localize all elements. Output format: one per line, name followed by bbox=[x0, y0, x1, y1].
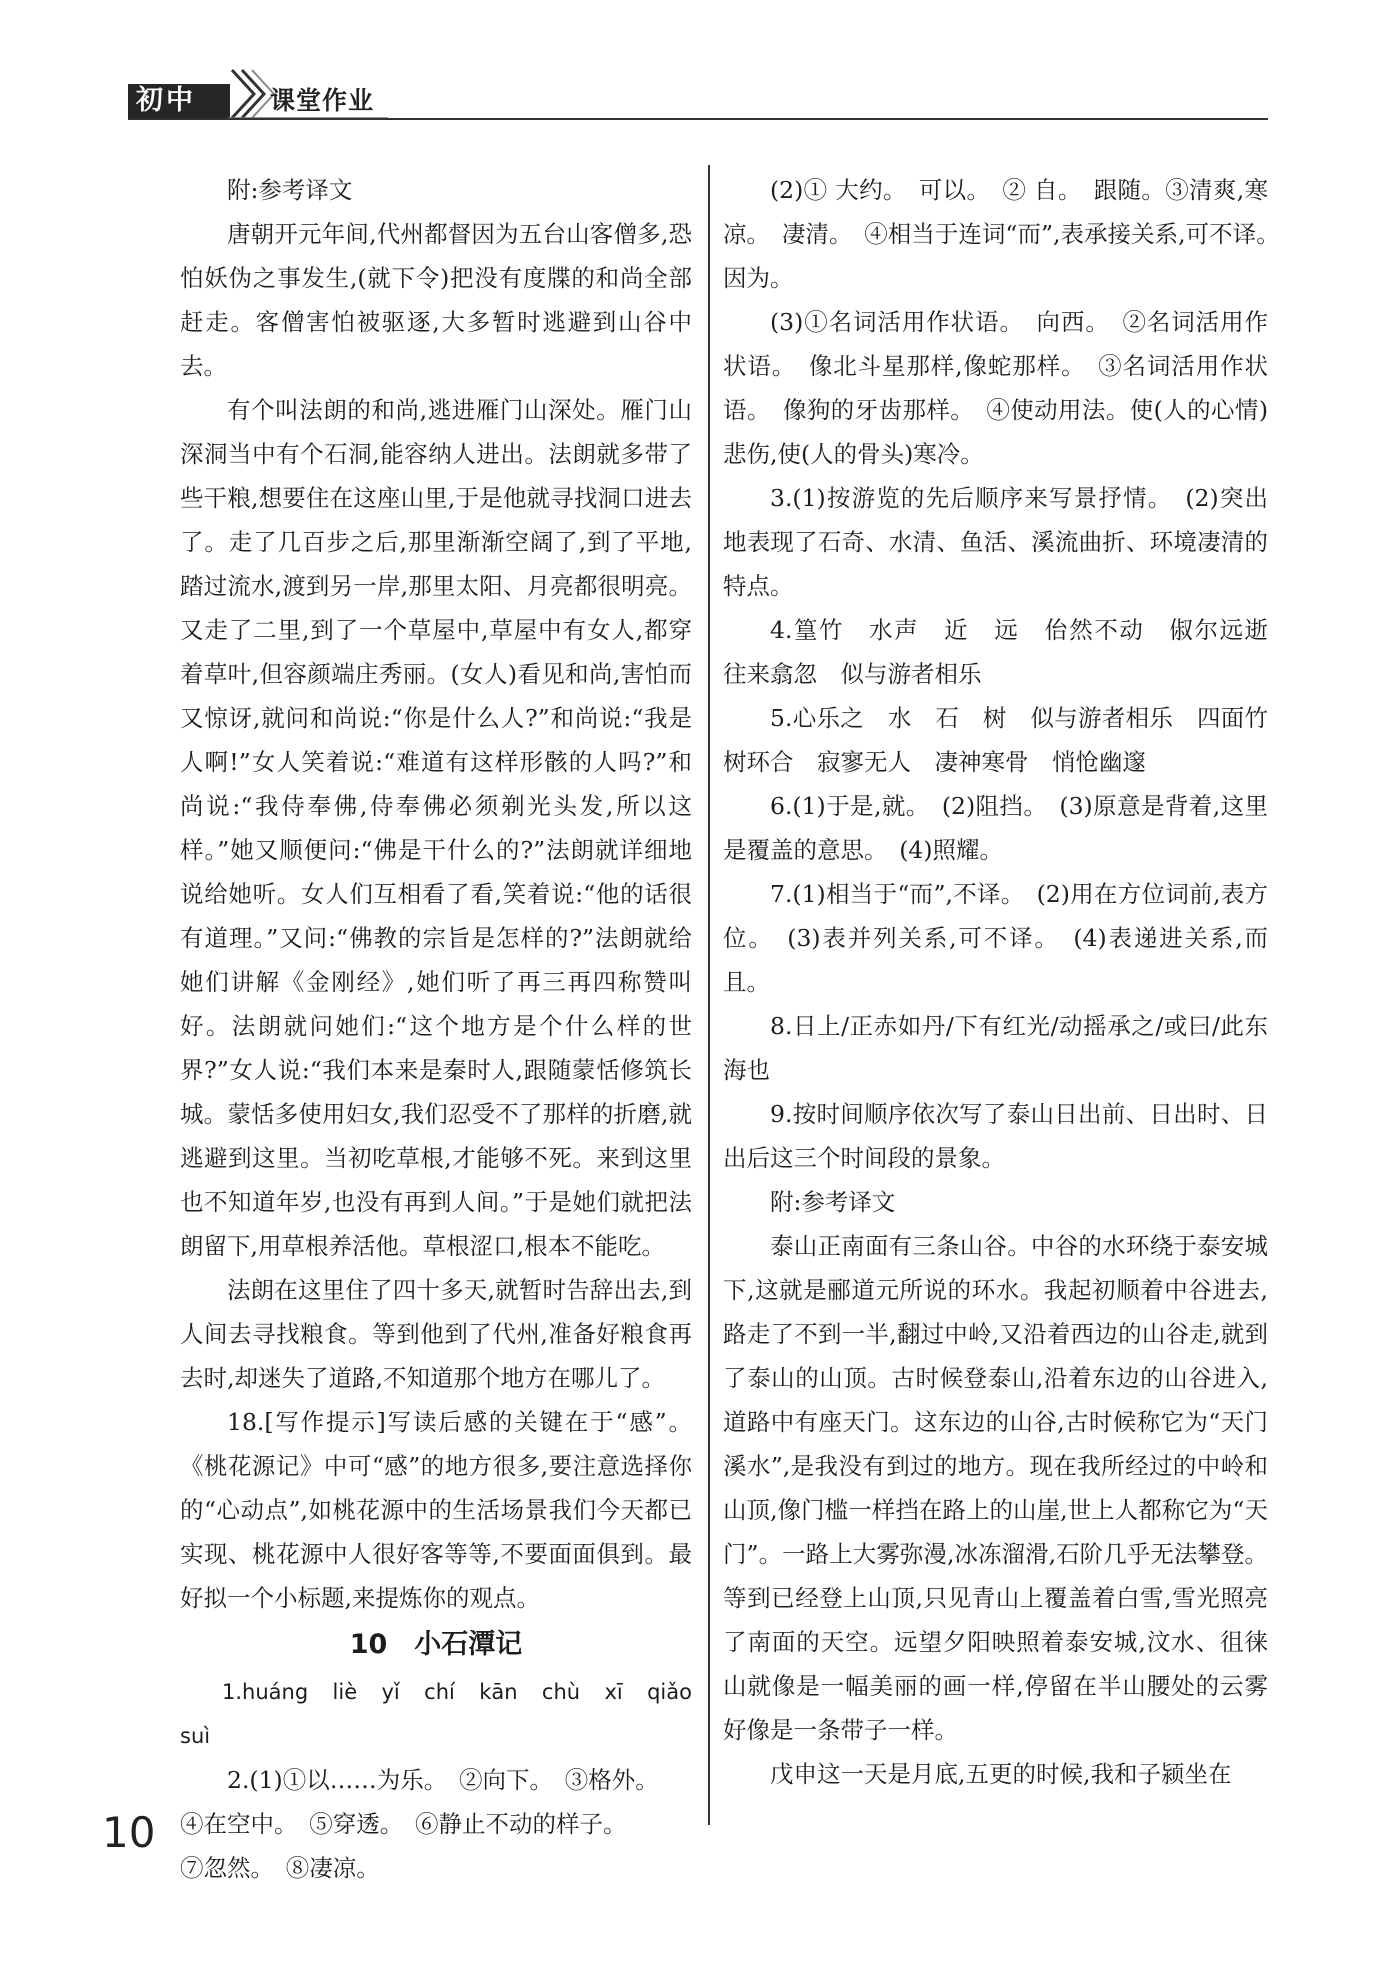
paragraph: 法朗在这里住了四十多天,就暂时告辞出去,到人间去寻找粮食。等到他到了代州,准备好粮食再去时,却迷失了道路,不知道那个地方在哪儿了。 bbox=[180, 1276, 692, 1392]
answer: 6.(1)于是,就。 (2)阻挡。 (3)原意是背着,这里是覆盖的意思。 (4)照耀。 bbox=[723, 792, 1268, 864]
translation-heading: 附:参考译文 bbox=[227, 176, 353, 204]
answer: (2)① 大约。 可以。 ② 自。 跟随。③清爽,寒凉。 凄清。 ④相当于连词“而”,表承接关系,可不译。 因为。 bbox=[723, 176, 1292, 292]
answer-line: 2.(1)①以……为乐。 ②向下。 ③格外。 bbox=[227, 1766, 659, 1794]
column-divider bbox=[708, 165, 710, 1825]
writing-tip: 18.[写作提示]写读后感的关键在于“感”。《桃花源记》中可“感”的地方很多,要注意选择你的“心动点”,如桃花源中的生活场景我们今天都已实现、桃花源中人很好客等等,不要面面俱到。最好拟一个小标题,来提炼你的观点。 bbox=[180, 1408, 692, 1612]
paragraph: 有个叫法朗的和尚,逃进雁门山深处。雁门山深洞当中有个石洞,能容纳人进出。法朗就多带了些干粮,想要住在这座山里,于是他就寻找洞口进去了。走了几百步之后,那里渐渐空阔了,到了平地,踏过流水,渡到另一岸,那里太阳、月亮都很明亮。又走了二里,到了一个草屋中,草屋中有女人,都穿着草叶,但容颜端庄秀丽。(女人)看见和尚,害怕而又惊讶,就问和尚说:“你是什么人?”和尚说:“我是人啊!”女人笑着说:“难道有这样形骸的人吗?”和尚说:“我侍奉佛,侍奉佛必须剃光头发,所以这样。”她又顺便问:“佛是干什么的?”法朗就详细地说给她听。女人们互相看了看,笑着说:“他的话很有道理。”又问:“佛教的宗旨是怎样的?”法朗就给她们讲解《金刚经》,她们听了再三再四称赞叫好。法朗就问她们:“这个地方是个什么样的世界?”女人说:“我们本来是秦时人,跟随蒙恬修筑长城。蒙恬多使用妇女,我们忍受不了那样的折磨,就逃避到这里。当初吃草根,才能够不死。来到这里也不知道年岁,也没有再到人间。”于是她们就把法朗留下,用草根养活他。草根涩口,根本不能吃。 bbox=[180, 396, 692, 1260]
answer: 9.按时间顺序依次写了泰山日出前、日出时、日出后这三个时间段的景象。 bbox=[723, 1100, 1268, 1172]
lesson-title: 10 小石潭记 bbox=[349, 1629, 523, 1660]
answer: 7.(1)相当于“而”,不译。 (2)用在方位词前,表方位。 (3)表并列关系,可不译。 (4)表递进关系,而且。 bbox=[723, 880, 1268, 996]
header-rule bbox=[128, 118, 1268, 120]
page-number: 10 bbox=[102, 1808, 156, 1857]
header-level-label: 初中 bbox=[136, 85, 196, 116]
answer-line: ⑦忽然。 ⑧凄凉。 bbox=[180, 1854, 380, 1882]
answer: 8.日上/正赤如丹/下有红光/动摇承之/或曰/此东海也 bbox=[723, 1012, 1268, 1084]
page-header bbox=[128, 60, 1268, 122]
answer: (3)①名词活用作状语。 向西。 ②名词活用作状语。 像北斗星那样,像蛇那样。 ③名词活用作状语。 像狗的牙齿那样。 ④使动用法。使(人的心情)悲伤,使(人的骨头)寒冷。 bbox=[723, 308, 1268, 468]
paragraph: 唐朝开元年间,代州都督因为五台山客僧多,恐怕妖伪之事发生,(就下令)把没有度牒的和尚全部赶走。客僧害怕被驱逐,大多暂时逃避到山谷中去。 bbox=[180, 220, 692, 380]
answer: 3.(1)按游览的先后顺序来写景抒情。 (2)突出地表现了石奇、水清、鱼活、溪流曲折、环境凄清的特点。 bbox=[723, 484, 1268, 600]
translation-heading: 附:参考译文 bbox=[770, 1188, 896, 1216]
pinyin-answer: 1.huáng liè yǐ chí kān chù xī qiǎo bbox=[222, 1680, 692, 1704]
answer: 4.篁竹 水声 近 远 佁然不动 俶尔远逝 往来翕忽 似与游者相乐 bbox=[723, 616, 1292, 688]
answer: 5.心乐之 水 石 树 似与游者相乐 四面竹树环合 寂寥无人 凄神寒骨 悄怆幽邃 bbox=[723, 704, 1268, 776]
answer-line: ④在空中。 ⑤穿透。 ⑥静止不动的样子。 bbox=[180, 1810, 627, 1838]
header-series-title: 课堂作业 bbox=[270, 86, 375, 115]
pinyin-answer-continued: suì bbox=[180, 1724, 211, 1748]
paragraph: 戊申这一天是月底,五更的时候,我和子颍坐在 bbox=[770, 1760, 1232, 1788]
paragraph: 泰山正南面有三条山谷。中谷的水环绕于泰安城下,这就是郦道元所说的环水。我起初顺着中谷进去,路走了不到一半,翻过中岭,又沿着西边的山谷走,就到了泰山的山顶。古时候登泰山,沿着东边的山谷进入,道路中有座天门。这东边的山谷,古时候称它为“天门溪水”,是我没有到过的地方。现在我所经过的中岭和山顶,像门槛一样挡在路上的山崖,世上人都称它为“天门”。一路上大雾弥漫,冰冻溜滑,石阶几乎无法攀登。等到已经登上山顶,只见青山上覆盖着白雪,雪光照亮了南面的天空。远望夕阳映照着泰安城,汶水、徂徕山就像是一幅美丽的画一样,停留在半山腰处的云雾好像是一条带子一样。 bbox=[723, 1232, 1268, 1744]
left-column bbox=[180, 168, 692, 1890]
right-column bbox=[723, 168, 1292, 1796]
